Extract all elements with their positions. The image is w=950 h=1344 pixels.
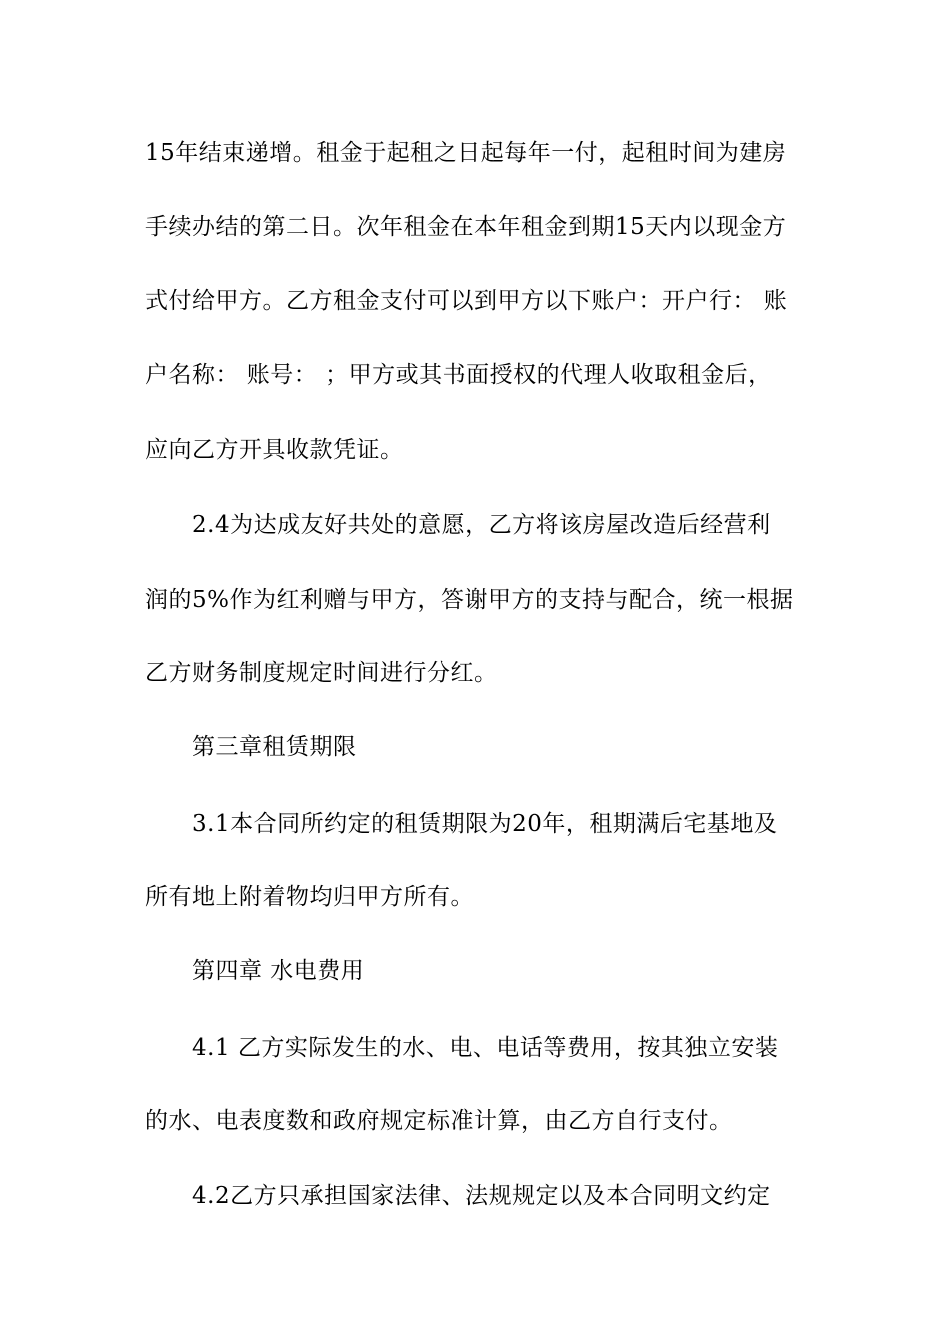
text-line: 户名称： 账号： ；甲方或其书面授权的代理人收取租金后， — [145, 362, 772, 388]
text-line: 式付给甲方。乙方租金支付可以到甲方以下账户：开户行： 账 — [145, 288, 788, 314]
paragraph-start-line: 3.1本合同所约定的租赁期限为20年，租期满后宅基地及 — [192, 811, 778, 837]
paragraph-start-line: 4.1 乙方实际发生的水、电、电话等费用，按其独立安装 — [192, 1035, 779, 1061]
text-line: 15年结束递增。租金于起租之日起每年一付，起租时间为建房 — [145, 140, 787, 166]
chapter-heading: 第三章租赁期限 — [192, 734, 357, 760]
text-line: 应向乙方开具收款凭证。 — [145, 437, 404, 463]
chapter-heading: 第四章 水电费用 — [192, 958, 365, 984]
text-line: 乙方财务制度规定时间进行分红。 — [145, 660, 498, 686]
text-line: 所有地上附着物均归甲方所有。 — [145, 884, 474, 910]
paragraph-start-line: 4.2乙方只承担国家法律、法规规定以及本合同明文约定 — [192, 1183, 771, 1209]
paragraph-start-line: 2.4为达成友好共处的意愿，乙方将该房屋改造后经营利 — [192, 512, 771, 538]
text-line: 手续办结的第二日。次年租金在本年租金到期15天内以现金方 — [145, 214, 787, 240]
text-line: 的水、电表度数和政府规定标准计算，由乙方自行支付。 — [145, 1108, 733, 1134]
text-line: 润的5%作为红利赠与甲方，答谢甲方的支持与配合，统一根据 — [145, 587, 794, 613]
